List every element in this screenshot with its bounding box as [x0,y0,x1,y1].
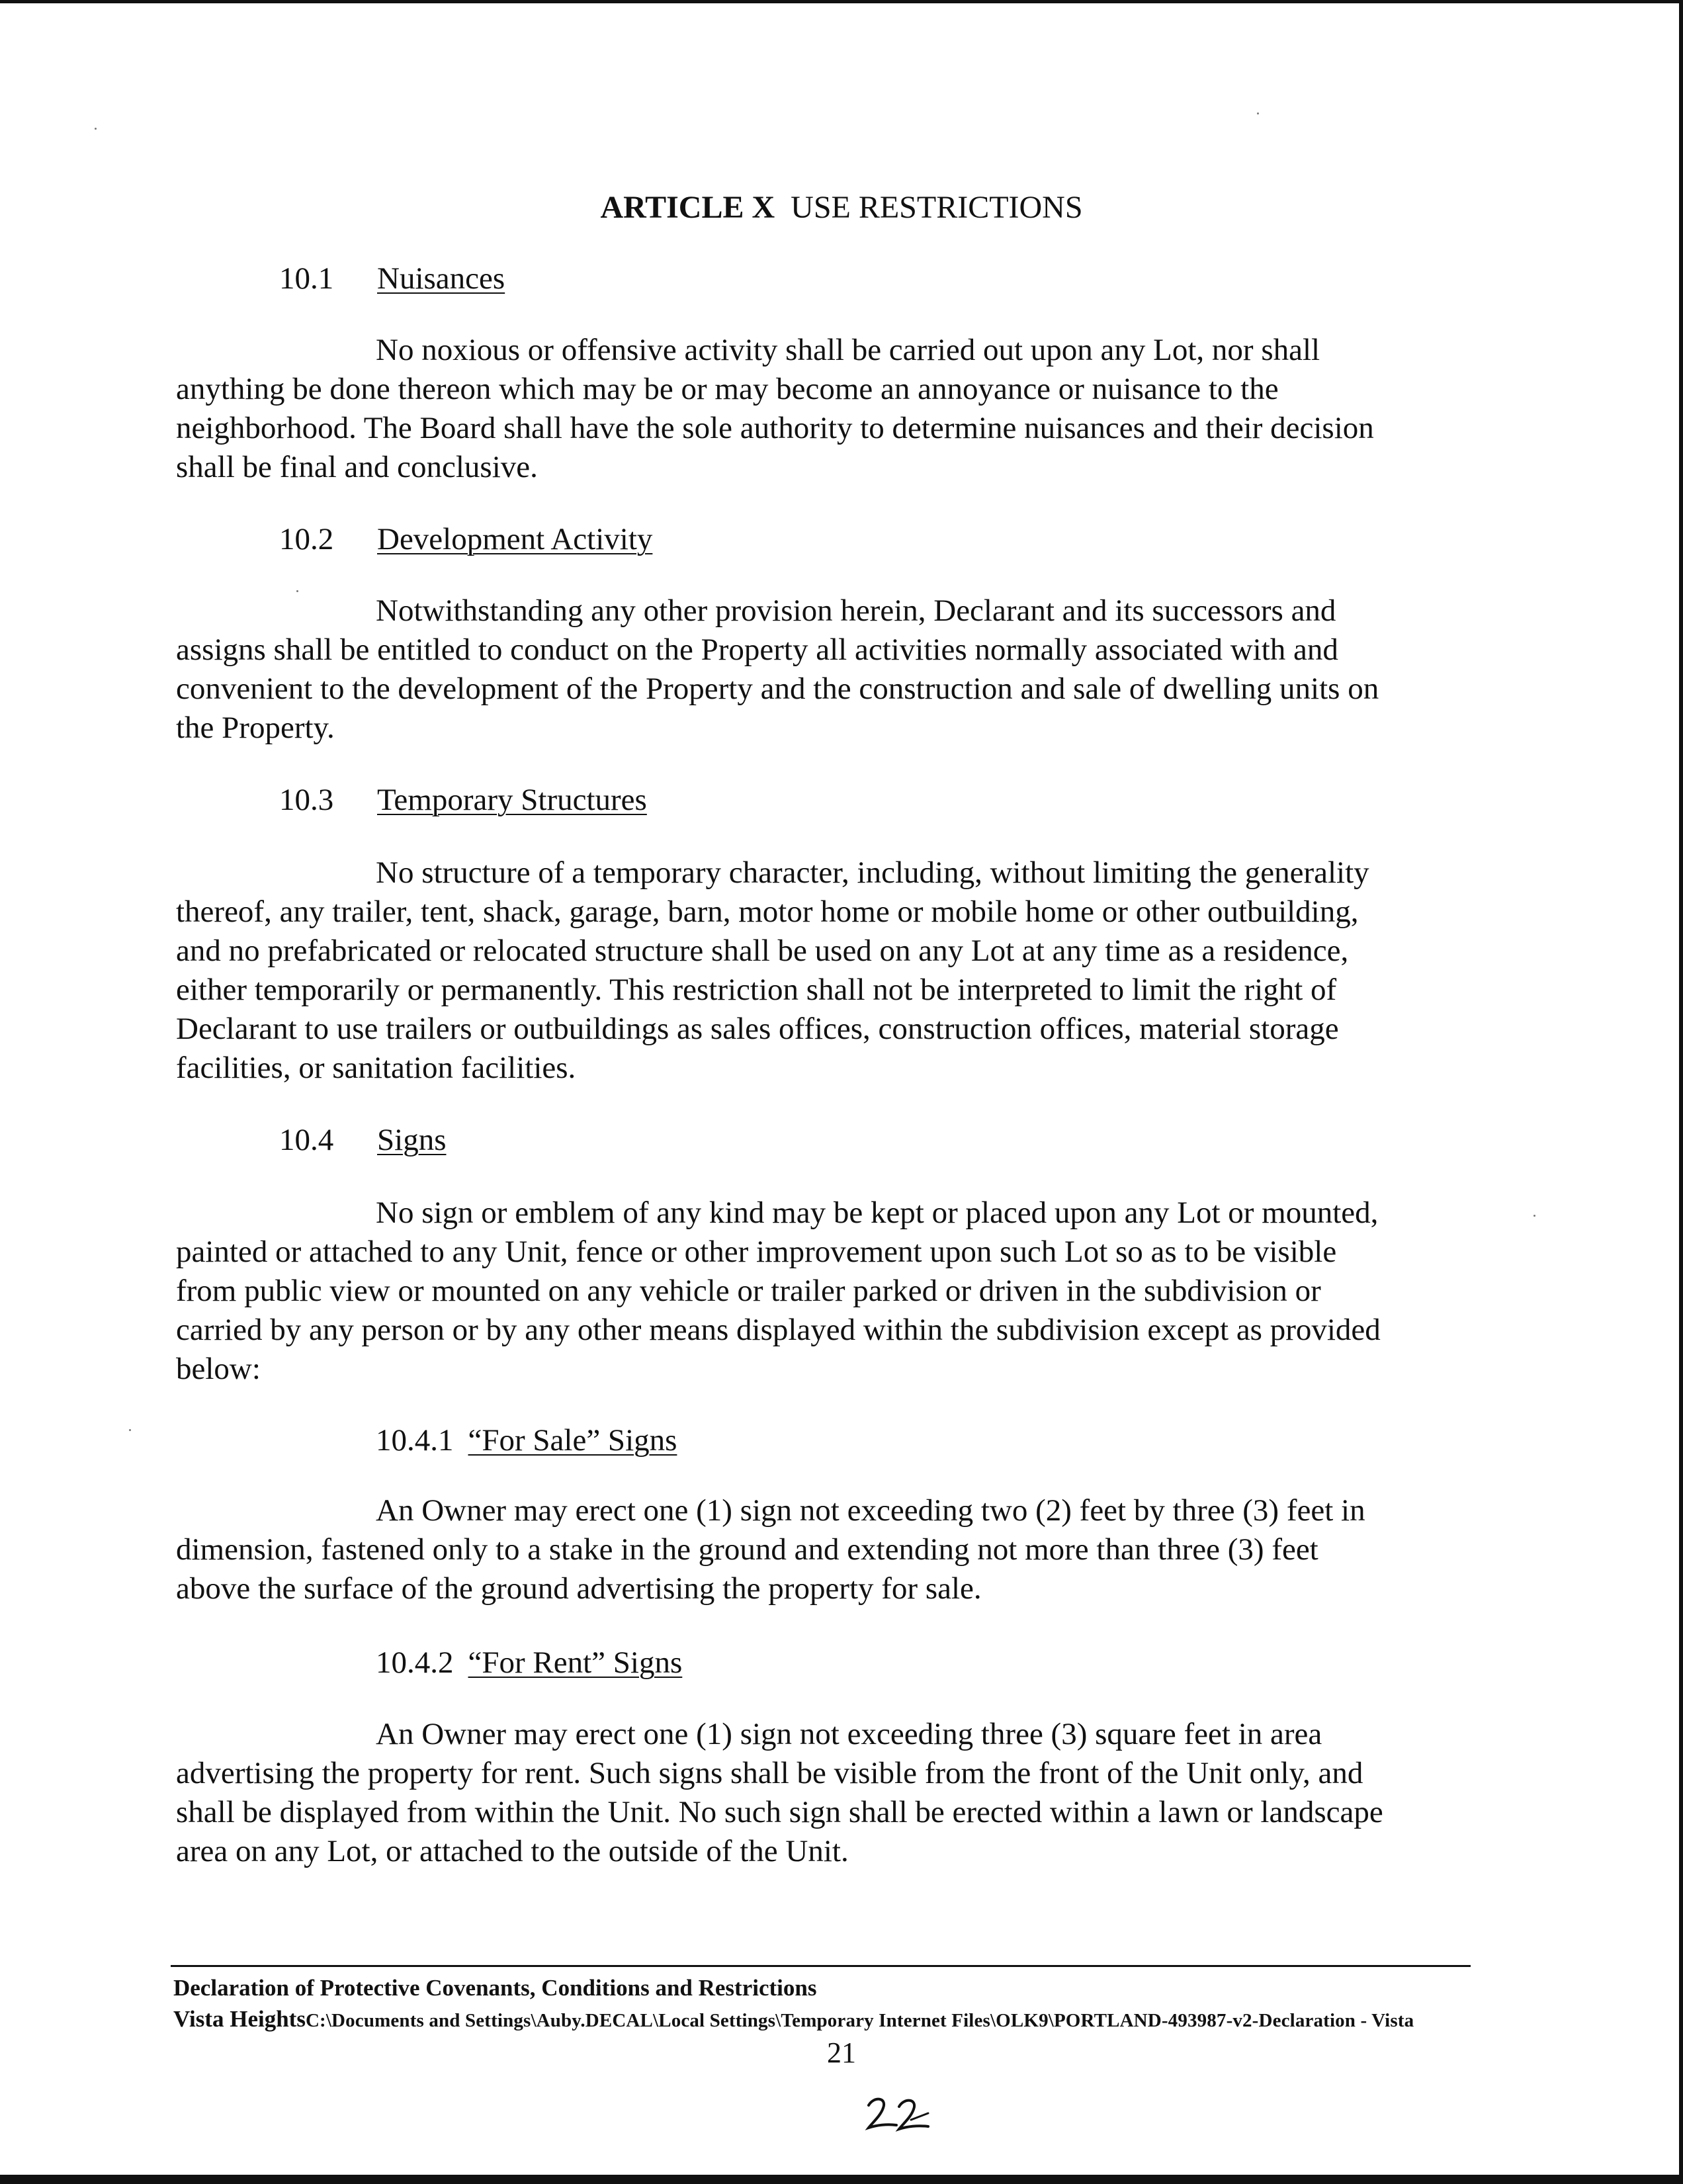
article-heading [0,188,1683,228]
section-number: 10.4 [279,1123,334,1157]
scan-speck [1257,112,1259,114]
subsection-heading [376,1421,677,1460]
section-title: “For Rent” Signs [468,1645,683,1680]
section-number: 10.4.2 [376,1645,454,1680]
footer-rule [171,1965,1471,1967]
scan-border-bottom [0,2175,1683,2184]
section-body: No noxious or offensive activity shall be carried out upon any Lot, nor shall anything be done thereon which may be or may become an annoyance or nuisance to the neighborhood. The Board shall have the sole authority to determine nuisances and their decision shall be final and conclusive. [176,333,1374,484]
footer-file-reference [173,2005,1414,2035]
scan-speck [129,1429,131,1431]
section-body: No sign or emblem of any kind may be kept or placed upon any Lot or mounted, painted or attached to any Unit, fence or other improvement upon such Lot so as to be visible from public view or mounted on any vehicle or trailer parked or driven in the subdivision or carried by any person or by any other means displayed within the subdivision except as provided below: [176,1196,1381,1386]
section-title: Temporary Structures [377,783,647,817]
scan-border-top [0,0,1683,3]
section-number: 10.2 [279,522,334,556]
section-body: Notwithstanding any other provision herein, Declarant and its successors and assigns shall be entitled to conduct on the Property all activities normally associated with and convenient to the development of the Property and the construction and sale of dwelling units on the Property. [176,593,1379,745]
handwritten-page-number [863,2091,936,2137]
section-number: 10.3 [279,783,334,817]
section-heading [279,259,505,298]
page-number: 21 [827,2036,856,2069]
article-title: USE RESTRICTIONS [791,190,1083,225]
section-number: 10.1 [279,261,334,296]
subsection-heading [376,1643,682,1682]
section-body: No structure of a temporary character, including, without limiting the generality thereof, any trailer, tent, shack, garage, barn, motor home or mobile home or other outbuilding, and no prefabricated or relocated structure shall be used on any Lot at any time as a residence, either temporarily or permanently. This restriction shall not be interpreted to limit the right of Declarant to use trailers or outbuildings as sales offices, construction offices, material storage facilities, or sanitation facilities. [176,855,1369,1085]
section-body: An Owner may erect one (1) sign not exceeding three (3) square feet in area advertising the property for rent. Such signs shall be visible from the front of the Unit only, and shall be displayed from within the Unit. No such sign shall be erected within a lawn or landscape area on any Lot, or attached to the outside of the Unit. [176,1717,1383,1868]
footer-document-title: Declaration of Protective Covenants, Conditions and Restrictions [173,1975,817,2001]
section-number: 10.4.1 [376,1423,454,1458]
section-title: Nuisances [377,261,505,296]
section-heading [279,1121,447,1159]
section-heading [279,781,647,819]
section-title: Signs [377,1123,447,1157]
article-number: ARTICLE X [600,190,775,225]
scan-speck [95,128,97,130]
section-title: “For Sale” Signs [468,1423,677,1458]
section-body: An Owner may erect one (1) sign not exceeding two (2) feet by three (3) feet in dimension, fastened only to a stake in the ground and extending not more than three (3) feet above the surface of the ground advertising the property for sale. [176,1493,1365,1606]
section-heading [279,520,652,558]
footer-project-name: Vista Heights [173,2006,306,2032]
scan-border-right [1679,0,1683,2184]
section-title: Development Activity [377,522,653,556]
footer-file-path: C:\Documents and Settings\Auby.DECAL\Local Settings\Temporary Internet Files\OLK9\PORTLAND-493987-v2-Declaration - Vista [305,2010,1414,2031]
scan-speck [1533,1215,1535,1217]
